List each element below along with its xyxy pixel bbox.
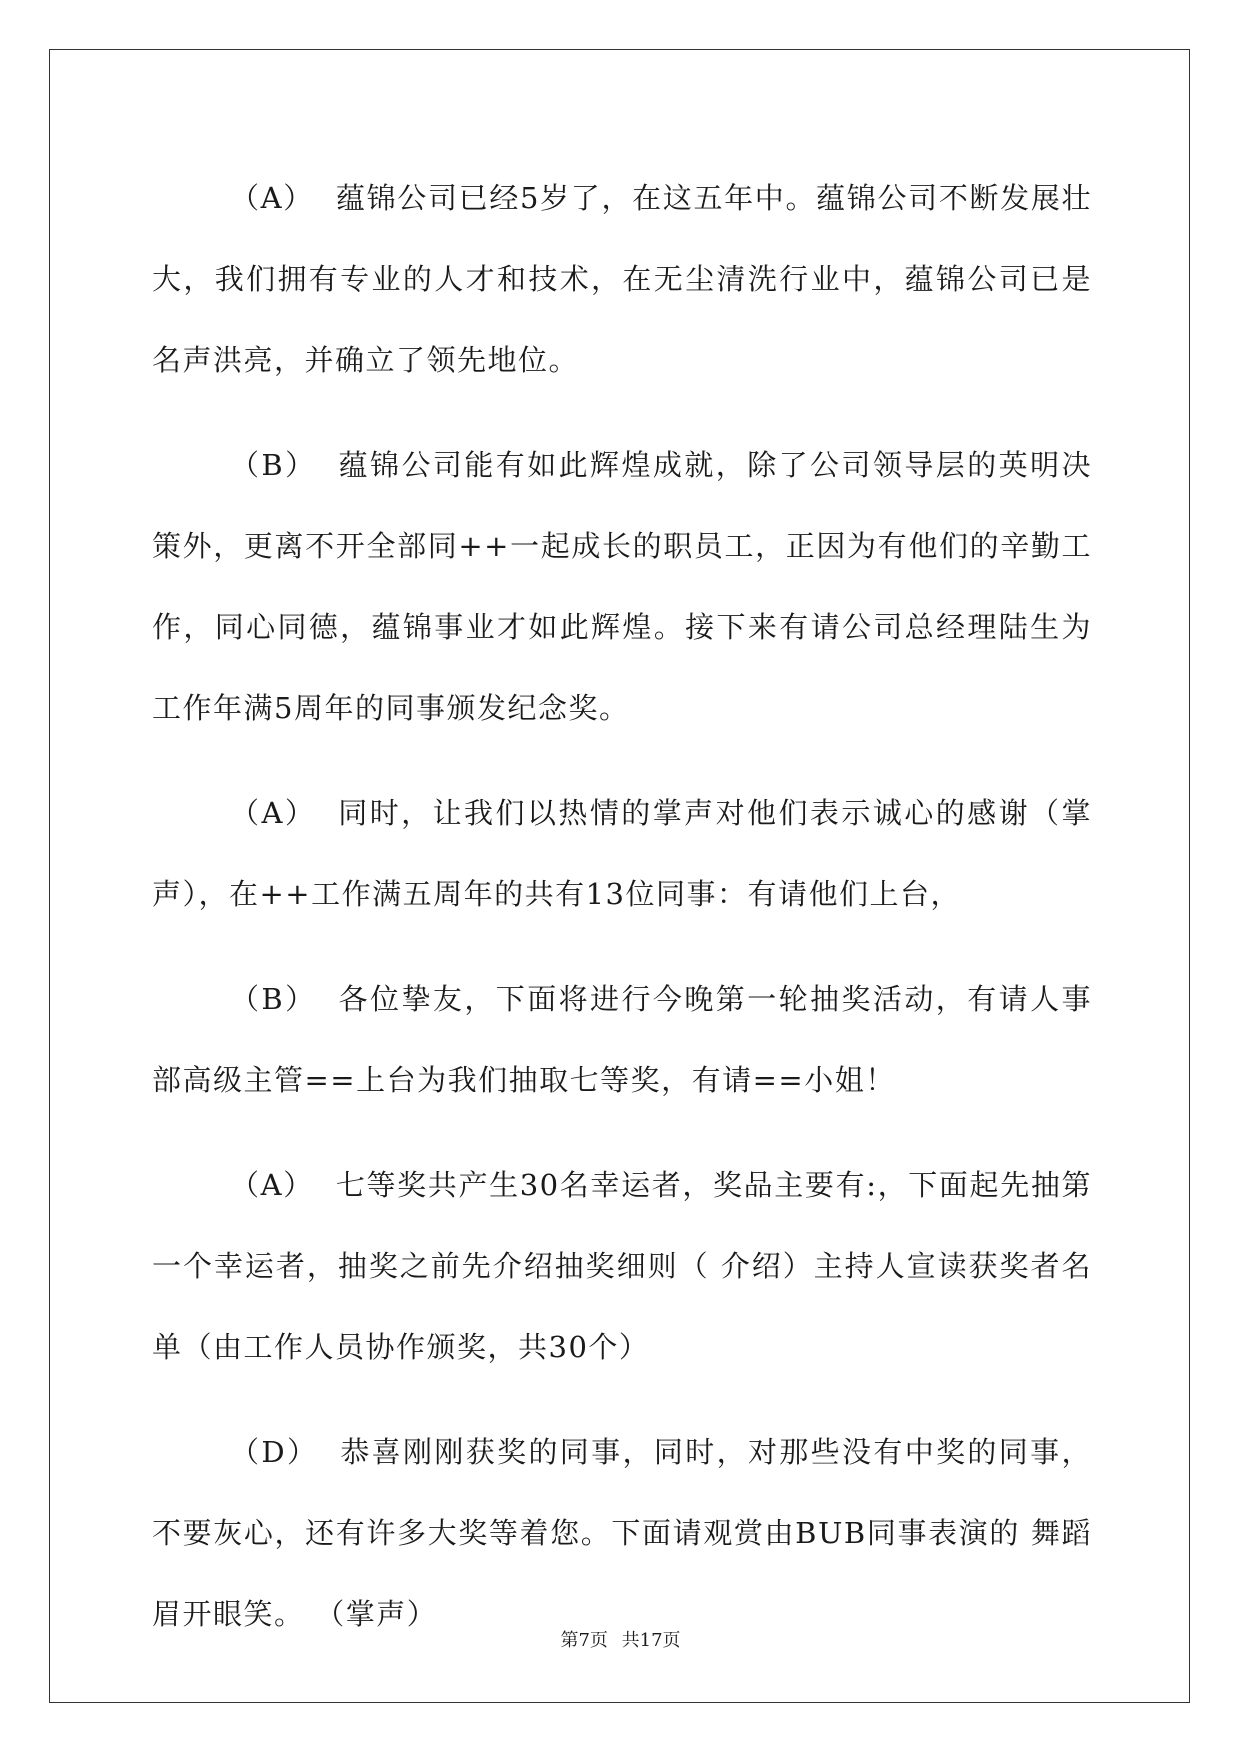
paragraph-text: 同时，让我们以热情的掌声对他们表示诚心的感谢（掌声），在++工作满五周年的共有13位同事：有请他们上台， (152, 796, 1092, 911)
paragraph-2 (152, 425, 1092, 749)
paragraph-3 (152, 773, 1092, 935)
page-total: 共17页 (621, 1630, 681, 1651)
paragraph-text: 各位挚友，下面将进行今晚第一轮抽奖活动，有请人事部高级主管==上台为我们抽取七等奖，有请==小姐！ (152, 982, 1092, 1097)
paragraph-1 (152, 158, 1092, 401)
document-body (152, 158, 1092, 1679)
paragraph-text: 七等奖共产生30名幸运者，奖品主要有:，下面起先抽第一个幸运者，抽奖之前先介绍抽奖细则（ 介绍）主持人宣读获奖者名单（由工作人员协作颁奖，共30个） (152, 1168, 1092, 1364)
page-number: 第7页 (560, 1630, 608, 1651)
paragraph-text: 蕴锦公司已经5岁了，在这五年中。蕴锦公司不断发展壮大，我们拥有专业的人才和技术，在无尘清洗行业中，蕴锦公司已是名声洪亮，并确立了领先地位。 (152, 181, 1093, 377)
paragraph-6 (152, 1412, 1092, 1655)
paragraph-4 (152, 959, 1092, 1121)
speaker-label: （A） (230, 181, 314, 215)
speaker-label: （A） (230, 1168, 314, 1202)
paragraph-text: 蕴锦公司能有如此辉煌成就，除了公司领导层的英明决策外，更离不开全部同++一起成长的职员工，正因为有他们的辛勤工作，同心同德，蕴锦事业才如此辉煌。接下来有请公司总经理陆生为工作年满5周年的同事颁发纪念奖。 (152, 448, 1092, 725)
speaker-label: （B） (230, 448, 317, 482)
speaker-label: （B） (230, 982, 317, 1016)
speaker-label: （A） (230, 796, 317, 830)
page-footer (0, 1626, 1241, 1652)
speaker-label: （D） (230, 1435, 319, 1469)
paragraph-5 (152, 1145, 1092, 1388)
paragraph-text: 恭喜刚刚获奖的同事，同时，对那些没有中奖的同事，不要灰心，还有许多大奖等着您。下面请观赏由BUB同事表演的 舞蹈眉开眼笑。 （掌声） (152, 1435, 1092, 1631)
